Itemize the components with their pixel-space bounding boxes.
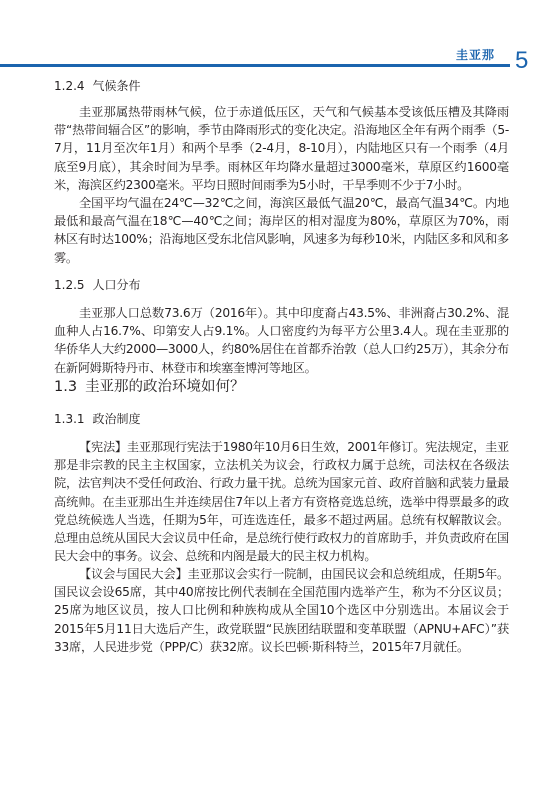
climate-paragraph-1: 圭亚那属热带雨林气候，位于赤道低压区，天气和气候基本受该低压槽及其降雨带“热带间辐合区”的影响，季节由降雨形式的变化决定。沿海地区全年有两个雨季（5-7月，11月至次年1月）和两个旱季（2-4月，8-10月），内陆地区只有一个雨季（4月底至9月底），其余时间为旱季。雨林区年均降水量超过3000毫米，草原区约1600毫米，海滨区约2300毫米。平均日照时间雨季为5小时，干旱季则不少于7小时。: [54, 105, 509, 192]
population-section: [54, 277, 509, 294]
running-header-title: 圭亚那: [456, 48, 496, 62]
climate-section: [54, 78, 509, 95]
politics-heading: [54, 377, 509, 397]
population-heading-title: 人口分布: [92, 278, 141, 292]
politics-heading-number: 1.3: [54, 379, 78, 395]
climate-paragraph-2: 全国平均气温在24℃—32℃之间，海滨区最低气温20℃，最高气温34℃。内地最低和最高气温在18℃—40℃之间；海岸区的相对湿度为80%，草原区为70%，雨林区有时达100%；沿海地区受东北信风影响，风速多为每秒10米，内陆区多和风和多雾。: [54, 196, 509, 265]
population-heading-number: 1.2.5: [54, 278, 85, 292]
population-paragraph: 圭亚那人口总数73.6万（2016年）。其中印度裔占43.5%、非洲裔占30.2%、混血种人占16.7%、印第安人占9.1%。人口密度约为每平方公里3.4人。现在圭亚那的华侨华人大约2000—3000人，约80%居住在首都乔治敦（总人口约25万），其余分布在新阿姆斯特丹市、林登市和埃塞奎博河等地区。: [54, 306, 509, 375]
page-header: [0, 0, 559, 74]
political-system-section: [54, 411, 509, 428]
constitution-paragraph: 【宪法】圭亚那现行宪法于1980年10月6日生效，2001年修订。宪法规定，圭亚那是非宗教的民主主权国家，立法机关为议会，行政权力属于总统，司法权在各级法院，法官判决不受任何政治、行政力量干扰。总统为国家元首、政府首脑和武装力量最高统帅。在圭亚那出生并连续居住7年以上者方有资格竞选总统，选举中得票最多的政党总统候选人当选，任期为5年，可连选连任，最多不超过两届。总统有权解散议会。总理由总统从国民大会议员中任命，是总统行使行政权力的首席助手，并负责政府在国民大会中的事务。议会、总统和内阁是最大的民主权力机构。: [54, 440, 509, 564]
political-system-heading: [54, 411, 509, 428]
header-rule: [0, 64, 510, 67]
climate-heading-number: 1.2.4: [54, 79, 85, 93]
political-system-heading-number: 1.3.1: [54, 412, 85, 426]
politics-section: [54, 377, 509, 397]
climate-heading: [54, 78, 509, 95]
parliament-paragraph: 【议会与国民大会】圭亚那议会实行一院制，由国民议会和总统组成，任期5年。国民议会设65席，其中40席按比例代表制在全国范围内选举产生，称为不分区议员；25席为地区议员，按人口比例和种族构成从全国10个选区中分别选出。本届议会于2015年5月11日大选后产生，政党联盟“民族团结联盟和变革联盟（APNU+AFC）”获33席，人民进步党（PPP/C）获32席。议长巴顿·斯科特兰，2015年7月就任。: [54, 567, 509, 654]
page-number: 5: [515, 47, 529, 74]
political-system-heading-title: 政治制度: [92, 412, 141, 426]
politics-heading-title: 圭亚那的政治环境如何？: [85, 379, 245, 395]
population-heading: [54, 277, 509, 294]
climate-heading-title: 气候条件: [92, 79, 141, 93]
